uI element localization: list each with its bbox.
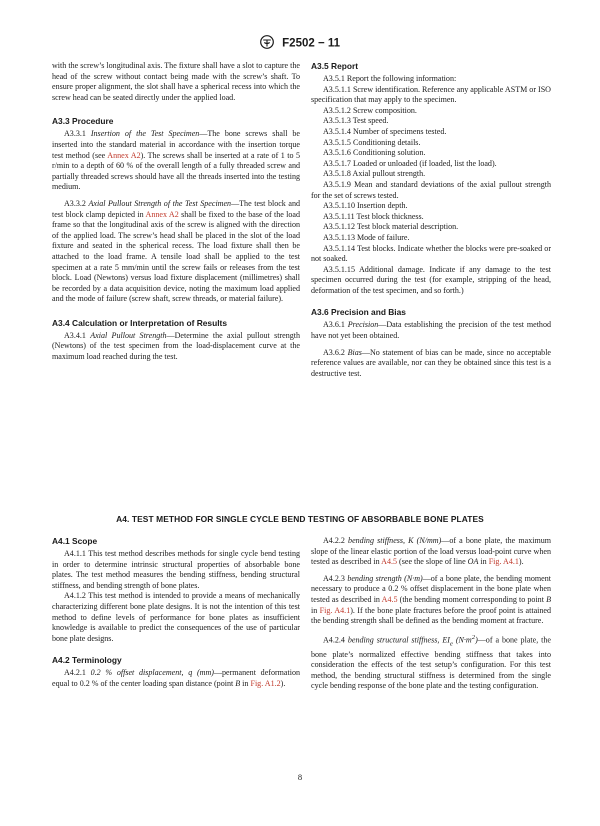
paragraph-a3-3-1: A3.3.1 Insertion of the Test Specimen—The bone screws shall be inserted into the standard material in accordance with the insertion torque test method (see Annex A2). The screws shall be inserted at a rate of 1 to 5 r/min to a depth of 60 % of the overall length of a fully threaded screw and partially threaded screws should have all the threads inserted into the testing medium. — [52, 129, 301, 192]
report-item: A3.5.1.7 Loaded or unloaded (if loaded, list the load). — [323, 158, 497, 168]
report-item: A3.5.1.2 Screw composition. — [323, 105, 417, 115]
annex-a2-link[interactable]: Annex A2 — [145, 209, 179, 219]
left-column-lower — [52, 536, 300, 690]
report-item: A3.5.1.14 Test blocks. Indicate whether the blocks were pre-soaked or not soaked. — [311, 243, 551, 264]
section-a3-4-heading: A3.4 Calculation or Interpretation of Results — [52, 317, 227, 328]
report-item: A3.5.1.12 Test block material description. — [323, 222, 459, 232]
paragraph-a3-6-2: A3.6.2 Bias—No statement of bias can be made, since no acceptable reference values are available, nor can they be obtained since this test is a destructive test. — [311, 347, 551, 378]
paragraph-a4-2-2: A4.2.2 bending stiffness, K (N/mm)—of a bone plate, the maximum slope of the linear elastic portion of the load versus load-point curve when tested as described in A4.5 (see the slope of line OA in Fig. A4.1). — [311, 536, 551, 567]
astm-logo-icon — [260, 34, 274, 53]
fig-a1-2-link[interactable]: Fig. A1.2 — [250, 678, 281, 688]
report-item: A3.5.1.3 Test speed. — [323, 116, 389, 126]
report-item: A3.5.1 Report the following information: — [323, 74, 457, 83]
section-a3-6-heading: A3.6 Precision and Bias — [311, 307, 406, 318]
section-a4-5-link[interactable]: A4.5 — [381, 557, 398, 567]
report-item: A3.5.1.10 Insertion depth. — [323, 201, 408, 211]
section-a3-3-heading: A3.3 Procedure — [52, 116, 114, 127]
fig-a4-1-link[interactable]: Fig. A4.1 — [319, 605, 351, 615]
report-item: A3.5.1.15 Additional damage. Indicate if any damage to the test specimen occurred during the test (for example, stripping of the head, deformation of the test specimen, and so forth.) — [311, 264, 551, 295]
paragraph-a4-2-4: A4.2.4 bending structural stiffness, $EI_e$ $(N\cdot m^2)—of$ a bone plate, the bone plate’s normalized effective bending stiffness that takes into consideration the effects of the test setup’s configuration. For this test method, the bending structural stiffness is determined from the single cycle bending response of the bone plate and the testing configuration. — [311, 633, 551, 691]
report-item: A3.5.1.1 Screw identification. Reference any applicable ASTM or ISO specification that may apply to the specimen. — [311, 84, 551, 105]
annex-a2-link[interactable]: Annex A2 — [107, 150, 141, 160]
paragraph-a3-6-1: A3.6.1 Precision—Data establishing the precision of the test method have not yet been obtained. — [311, 320, 551, 341]
continued-paragraph: with the screw’s longitudinal axis. The fixture shall have a slot to capture the head of the screw without contact being made with the screw’s shaft. To ensure proper alignment, the slot shall have a spherical recess into which the screw head can be seated directly under the applied load. — [52, 61, 300, 102]
right-column-lower — [311, 536, 551, 692]
standard-designation: F2502 − 11 — [282, 37, 341, 50]
left-column — [52, 61, 300, 363]
report-item: A3.5.1.9 Mean and standard deviations of the axial pullout strength for the set of screws tested. — [311, 179, 551, 200]
page-number: 8 — [297, 772, 303, 782]
paragraph-a4-1-2: A4.1.2 This test method is intended to provide a means of mechanically characterizing different bone plate designs. It is not the intention of this test method to define levels of performance for bone plates as insufficient knowledge is available to predict the consequences of the use of particular bone plate designs. — [52, 591, 300, 643]
section-a4-title: A4. TEST METHOD FOR SINGLE CYCLE BEND TESTING OF ABSORBABLE BONE PLATES — [116, 514, 484, 524]
report-item: A3.5.1.6 Conditioning solution. — [323, 148, 426, 158]
right-column — [311, 61, 551, 379]
fig-a4-1-link[interactable]: Fig. A4.1 — [488, 557, 519, 567]
report-item: A3.5.1.4 Number of specimens tested. — [323, 126, 447, 136]
section-a3-5-heading: A3.5 Report — [311, 61, 359, 71]
paragraph-a3-3-2: A3.3.2 Axial Pullout Strength of the Test Specimen—The test block and test block clamp depicted in Annex A2 shall be fixed to the base of the load frame so that the longitudinal axis of the screw is aligned with the direction of the applied load. The screw’s head shall be placed in the slot of the load fixture and seated in the spherical recess. The load fixture shall then be attached to the load frame. A tensile load shall be applied to the test specimen at a rate 5 mm/min until the screw fails or releases from the test block. Load (Newtons) versus load fixture displacement (millimetres) shall be recorded by a data acquisition device, noting the maximum load applied and the mode of failure (screw shaft, screw threads, or material failure). — [52, 198, 301, 304]
section-a4-5-link[interactable]: A4.5 — [381, 594, 398, 604]
report-item: A3.5.1.13 Mode of failure. — [323, 232, 410, 242]
paragraph-a4-2-1: A4.2.1 0.2 % offset displacement, q (mm)—permanent deformation equal to 0.2 % of the center loading span distance (point B in Fig. A1.2). — [52, 668, 300, 688]
paragraph-a4-2-3: A4.2.3 bending strength (N·m)—of a bone plate, the bending moment necessary to produce a 0.2 % offset displacement in the bone plate when tested as described in A4.5 (the bending moment corresponding to point B in Fig. A4.1). If the bone plate fractures before the proof point is attained the bending strength shall be defined as the bending moment at fracture. — [311, 573, 552, 626]
report-item: A3.5.1.8 Axial pullout strength. — [323, 169, 426, 179]
paragraph-a3-4-1: A3.4.1 Axial Pullout Strength—Determine the axial pullout strength (Newtons) of the test specimen from the load-displacement curve at the maximum load reached during the test. — [52, 330, 301, 362]
paragraph-a4-1-1: A4.1.1 This test method describes methods for single cycle bend testing in order to determine intrinsic structural properties of absorbable bone plates. The test method measures the bending stiffness, bending structural stiffness, and bending strength of bone plates. — [52, 549, 300, 590]
report-item: A3.5.1.5 Conditioning details. — [323, 137, 421, 147]
report-item: A3.5.1.11 Test block thickness. — [323, 211, 424, 221]
section-a4-2-heading: A4.2 Terminology — [52, 655, 122, 666]
page-header — [0, 34, 600, 53]
section-a4-1-heading: A4.1 Scope — [52, 536, 98, 546]
